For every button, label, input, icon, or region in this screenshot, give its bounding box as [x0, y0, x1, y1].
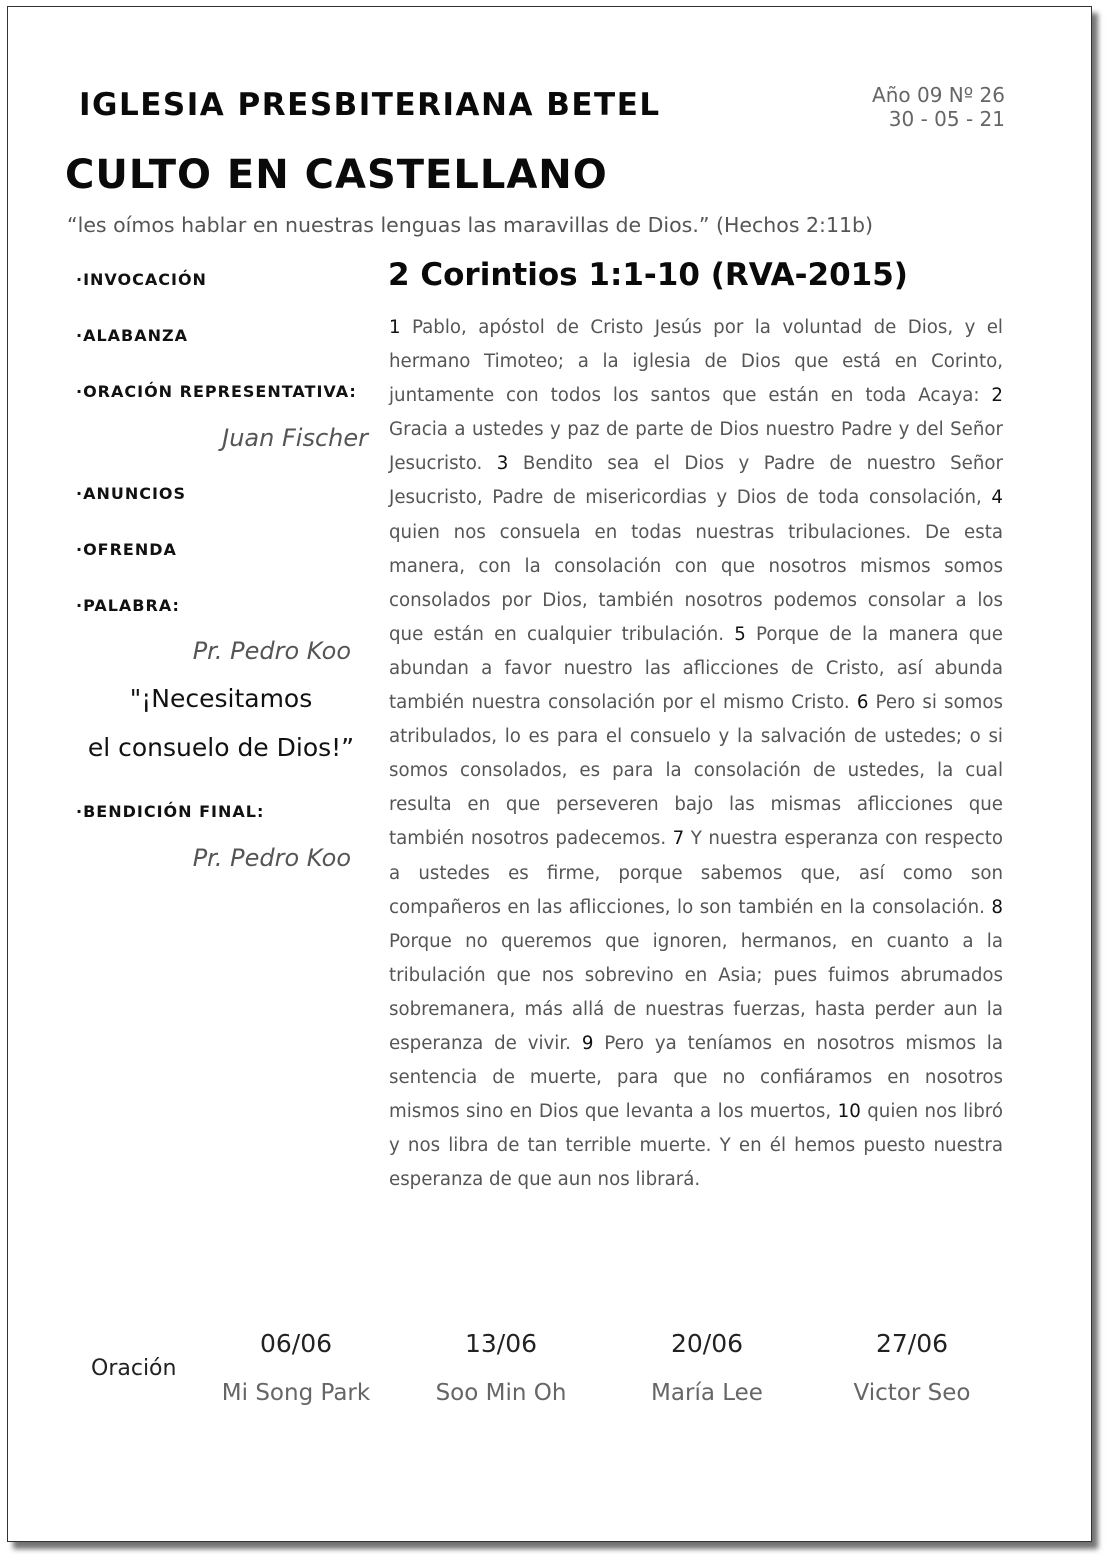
verse-text: Porque no queremos que ignoren, hermanos, en cuanto a la tribulación que nos sobrevino en Asia; pues fuimos abrumados sobremanera, más allá de nuestras fuerzas, hasta perder aun la esperanza de vivir. — [389, 930, 1003, 1054]
verse-number: 10 — [837, 1101, 861, 1123]
theme-verse: “les oímos hablar en nuestras lenguas las maravillas de Dios.” (Hechos 2:11b) — [67, 213, 874, 237]
verse-text: quien nos libró y nos libra de tan terrible muerte. Y en él hemos puesto nuestra esperanza de que aun nos librará. — [389, 1101, 1003, 1191]
verse-text: Y nuestra esperanza con respecto a ustedes es firme, porque sabemos que, así como son compañeros en las aflicciones, lo son también en la consolación. — [389, 828, 1003, 918]
verse-number: 8 — [991, 896, 1003, 918]
order-item-invocacion: ·INVOCACIÓN — [76, 270, 207, 289]
church-name: IGLESIA PRESBITERIANA BETEL — [79, 87, 661, 123]
oracion-person: Juan Fischer — [222, 424, 368, 452]
prayer-schedule-entry — [809, 1329, 1015, 1406]
prayer-date: 20/06 — [670, 1329, 744, 1358]
prayer-date: 13/06 — [464, 1329, 538, 1358]
verse-text: Pero si somos atribulados, lo es para el consuelo y la salvación de ustedes; o si somos consolados, es para la consolación de ustedes, la cual resulta en que perseveren bajo las mismas aflicciones que también nosotros padecemos. — [389, 692, 1003, 850]
prayer-person: Victor Seo — [853, 1380, 971, 1406]
order-item-bendicion: ·BENDICIÓN FINAL: — [76, 802, 265, 821]
order-item-ofrenda: ·OFRENDA — [76, 540, 177, 559]
verse-number: 6 — [856, 692, 869, 714]
issue-date: 30 - 05 - 21 — [888, 107, 1005, 131]
verse-number: 2 — [991, 385, 1003, 407]
prayer-person: María Lee — [651, 1380, 763, 1406]
verse-text: quien nos consuela en todas nuestras tribulaciones. De esta manera, con la consolación con que nosotros mismos somos consolados por Dios, también nosotros podemos consolar a los que están en cualquier tribulación. — [389, 521, 1003, 645]
prayer-schedule-entry — [193, 1329, 399, 1406]
passage-title: 2 Corintios 1:1-10 (RVA-2015) — [388, 257, 908, 293]
prayer-date: 06/06 — [259, 1329, 333, 1358]
verse-text: Bendito sea el Dios y Padre de nuestro Señor Jesucristo, Padre de misericordias y Dios de toda consolación, — [389, 453, 1003, 509]
verse-text: Pero ya teníamos en nosotros mismos la sentencia de muerte, para que no confiáramos en nosotros mismos sino en Dios que levanta a los muertos, — [389, 1032, 1003, 1123]
prayer-person: Mi Song Park — [221, 1380, 371, 1406]
service-title: CULTO EN CASTELLANO — [65, 152, 608, 198]
order-item-anuncios: ·ANUNCIOS — [76, 484, 187, 503]
verse-number: 9 — [581, 1032, 594, 1054]
prayer-date: 27/06 — [875, 1329, 949, 1358]
passage-text — [389, 311, 1003, 1197]
order-item-palabra: ·PALABRA: — [76, 596, 180, 615]
verse-text: Porque de la manera que abundan a favor nuestro las aflicciones de Cristo, así abunda también nuestra consolación por el mismo Cristo. — [389, 623, 1003, 714]
order-item-alabanza: ·ALABANZA — [76, 326, 188, 345]
prayer-schedule-label: Oración — [91, 1356, 177, 1381]
prayer-schedule-entry — [398, 1329, 604, 1406]
sermon-title-line1: "¡Necesitamos — [129, 684, 313, 713]
prayer-schedule-entry — [604, 1329, 810, 1406]
palabra-person: Pr. Pedro Koo — [192, 637, 351, 665]
bendicion-person: Pr. Pedro Koo — [192, 844, 351, 872]
verse-number: 1 — [389, 317, 401, 338]
verse-number: 4 — [991, 487, 1003, 509]
order-item-oracion: ·ORACIÓN REPRESENTATIVA: — [76, 382, 357, 401]
verse-number: 7 — [672, 828, 685, 850]
issue-info — [768, 83, 1005, 131]
sermon-title-line2: el consuelo de Dios!” — [87, 733, 355, 762]
verse-number: 3 — [496, 453, 509, 475]
verse-text: Pablo, apóstol de Cristo Jesús por la voluntad de Dios, y el hermano Timoteo; a la iglesia de Dios que está en Corinto, juntamente con todos los santos que están en toda Acaya: — [389, 317, 1003, 407]
bulletin-page — [7, 6, 1092, 1542]
verse-number: 5 — [734, 623, 746, 645]
prayer-person: Soo Min Oh — [435, 1380, 567, 1406]
issue-number: Año 09 Nº 26 — [872, 83, 1005, 107]
verse-text: Gracia a ustedes y paz de parte de Dios nuestro Padre y del Señor Jesucristo. — [389, 419, 1003, 475]
